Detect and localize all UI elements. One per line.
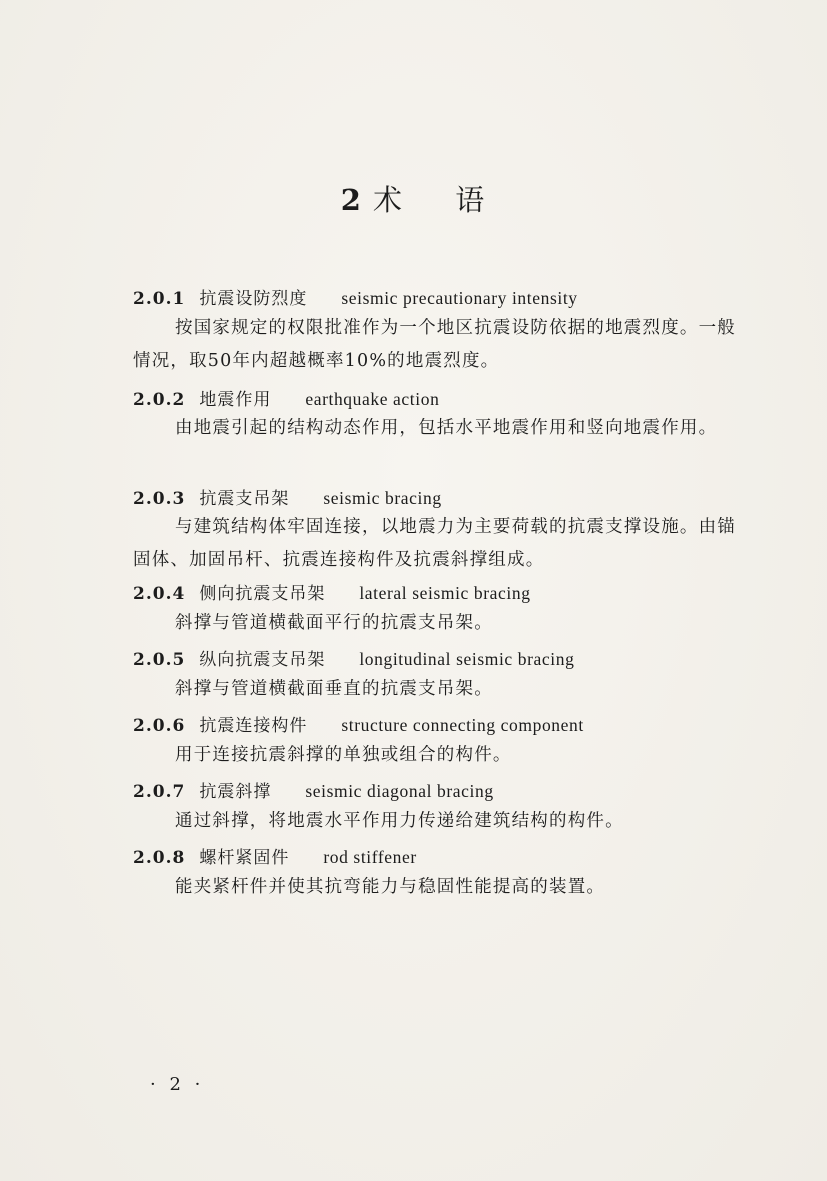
term-number: 2.0.6 [133,716,186,736]
term-number: 2.0.7 [133,782,186,802]
chapter-number: 2 [340,183,363,217]
term-definition: 由地震引起的结构动态作用，包括水平地震作用和竖向地震作用。 [175,418,718,438]
term-heading [133,484,442,509]
term-chinese: 抗震连接构件 [199,716,308,736]
term-number: 2.0.8 [133,848,186,868]
term-definition: 用于连接抗震斜撑的单独或组合的构件。 [175,745,512,765]
term-chinese: 纵向抗震支吊架 [199,650,326,670]
term-english: lateral seismic bracing [359,583,531,603]
term-heading [133,645,574,670]
term-chinese: 抗震支吊架 [199,489,290,509]
term-definition: 按国家规定的权限批准作为一个地区抗震设防依据的地震烈度。一般情况，取50年内超越概率10%的地震烈度。 [133,318,736,371]
term-english: seismic bracing [323,488,442,508]
term-chinese: 螺杆紧固件 [199,848,290,868]
term-chinese: 侧向抗震支吊架 [199,584,326,604]
term-chinese: 抗震斜撑 [199,782,272,802]
term-number: 2.0.2 [133,390,186,410]
term-english: seismic diagonal bracing [305,781,494,801]
term-number: 2.0.1 [133,289,186,309]
term-definition: 斜撑与管道横截面平行的抗震支吊架。 [175,613,493,633]
chapter-title [0,178,827,219]
term-number: 2.0.5 [133,650,186,670]
term-definition: 能夹紧杆件并使其抗弯能力与稳固性能提高的装置。 [175,877,606,897]
term-heading [133,284,578,309]
term-heading [133,385,439,410]
term-chinese: 地震作用 [199,390,272,410]
term-english: seismic precautionary intensity [341,288,578,308]
term-number: 2.0.4 [133,584,186,604]
term-definition: 斜撑与管道横截面垂直的抗震支吊架。 [175,679,493,699]
term-heading [133,711,584,736]
page-number: · 2 · [150,1074,205,1095]
chapter-name: 术 语 [372,183,487,217]
term-number: 2.0.3 [133,489,186,509]
term-english: earthquake action [305,389,440,409]
term-english: longitudinal seismic bracing [359,649,575,669]
term-english: structure connecting component [341,715,584,735]
term-heading [133,579,531,604]
term-definition: 与建筑结构体牢固连接，以地震力为主要荷载的抗震支撑设施。由锚固体、加固吊杆、抗震连接构件及抗震斜撑组成。 [133,517,736,570]
term-english: rod stiffener [323,847,417,867]
term-definition: 通过斜撑，将地震水平作用力传递给建筑结构的构件。 [175,811,624,831]
term-heading [133,843,417,868]
term-heading [133,777,494,802]
term-chinese: 抗震设防烈度 [199,289,308,309]
